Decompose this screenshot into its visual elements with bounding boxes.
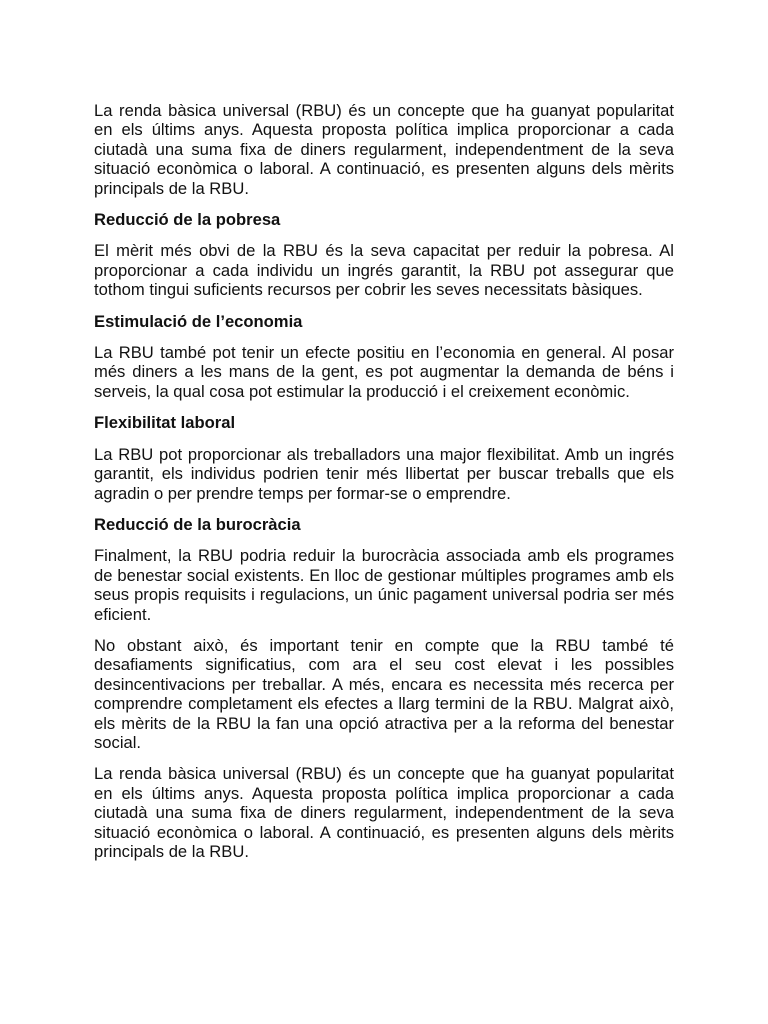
conclusion-paragraph: No obstant això, és important tenir en compte que la RBU també té desafiaments significatius, com ara el seu cost elevat i les possibles desincentivacions per treballar. A més, encara es necessita més recerca per comprendre completament els efectes a llarg termini de la RBU. Malgrat això, els mèrits de la RBU la fan una opció atractiva per a la reforma del benestar social. bbox=[94, 635, 674, 752]
section-heading-bureaucracy: Reducció de la burocràcia bbox=[94, 514, 301, 534]
section-text-poverty: El mèrit més obvi de la RBU és la seva capacitat per reduir la pobresa. Al proporcionar a cada individu un ingrés garantit, la RBU pot assegurar que tothom tingui suficients recursos per cobrir les seves necessitats bàsiques. bbox=[94, 241, 674, 300]
section-text-labour-flexibility: La RBU pot proporcionar als treballadors una major flexibilitat. Amb un ingrés garantit, els individus podrien tenir més llibertat per buscar treballs que els agradin o per prendre temps per formar-se o emprendre. bbox=[94, 444, 674, 503]
section-heading-economy: Estimulació de l’economia bbox=[94, 311, 303, 331]
section-text-economy: La RBU també pot tenir un efecte positiu en l’economia en general. Al posar més diners a les mans de la gent, es pot augmentar la demanda de béns i serveis, la qual cosa pot estimular la producció i el creixement econòmic. bbox=[94, 343, 674, 401]
section-heading-labour-flexibility: Flexibilitat laboral bbox=[94, 413, 236, 433]
repeated-intro-paragraph: La renda bàsica universal (RBU) és un concepte que ha guanyat popularitat en els últims anys. Aquesta proposta política implica proporcionar a cada ciutadà una suma fixa de diners regularment, independentment de la seva situació econòmica o laboral. A continuació, es presenten alguns dels mèrits principals de la RBU. bbox=[94, 764, 674, 861]
document-page bbox=[94, 101, 674, 873]
intro-paragraph: La renda bàsica universal (RBU) és un concepte que ha guanyat popularitat en els últims anys. Aquesta proposta política implica proporcionar a cada ciutadà una suma fixa de diners regularment, independentment de la seva situació econòmica o laboral. A continuació, es presenten alguns dels mèrits principals de la RBU. bbox=[94, 101, 674, 198]
section-text-bureaucracy: Finalment, la RBU podria reduir la burocràcia associada amb els programes de benestar social existents. En lloc de gestionar múltiples programes amb els seus propis requisits i regulacions, un únic pagament universal podria ser més eficient. bbox=[94, 546, 674, 624]
section-heading-poverty: Reducció de la pobresa bbox=[94, 210, 281, 230]
